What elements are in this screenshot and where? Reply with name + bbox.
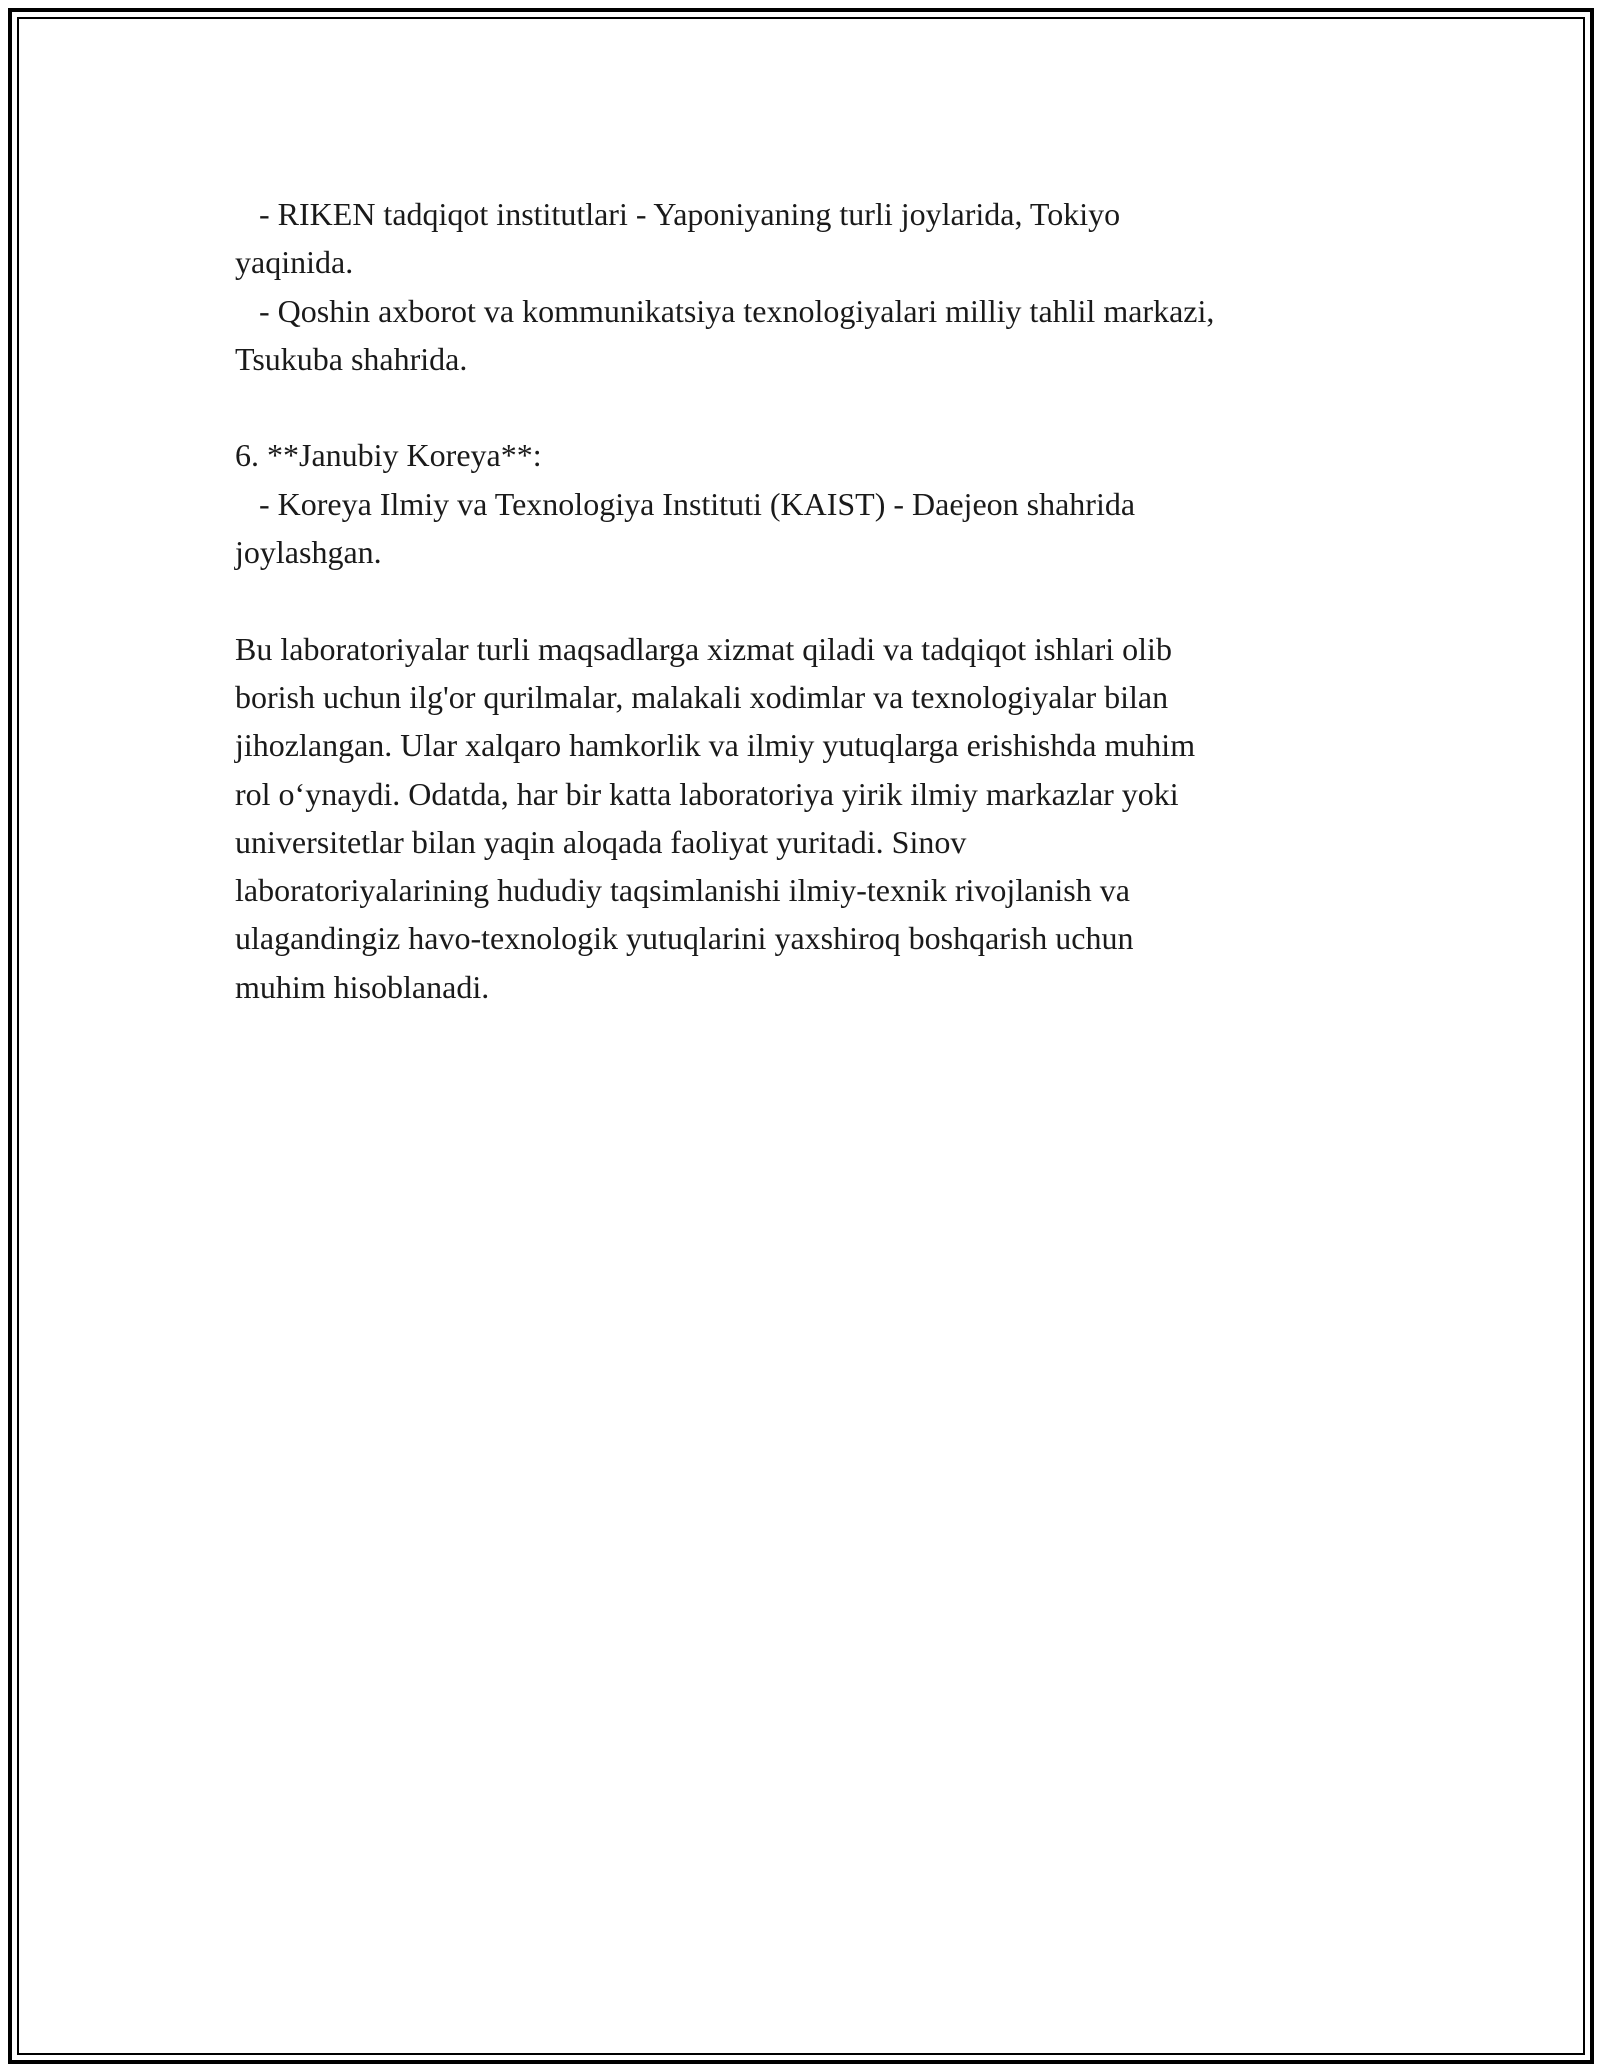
list-item-riken: - RIKEN tadqiqot institutlari - Yaponiyaning turli joylarida, Tokiyo	[235, 196, 1121, 232]
conclusion-paragraph	[235, 625, 1375, 1011]
paragraph-spacer	[235, 576, 1375, 624]
section-heading-south-korea: 6. **Janubiy Koreya**:	[235, 437, 542, 474]
paragraph-line: Bu laboratoriyalar turli maqsadlarga xizmat qiladi va tadqiqot ishlari olib	[235, 630, 1172, 667]
list-item-kaist: - Koreya Ilmiy va Texnologiya Instituti (KAIST) - Daejeon shahrida	[235, 485, 1136, 522]
list-item-riken-continued: yaqinida.	[235, 244, 354, 281]
paragraph-line: jihozlangan. Ular xalqaro hamkorlik va ilmiy yutuqlarga erishishda muhim	[235, 727, 1196, 764]
paragraph-line: laboratoriyalarining hududiy taqsimlanishi ilmiy-texnik rivojlanish va	[235, 872, 1130, 909]
list-item-qoshin: - Qoshin axborot va kommunikatsiya texnologiyalari milliy tahlil markazi,	[235, 292, 1215, 329]
paragraph-spacer	[235, 383, 1375, 431]
paragraph-line: rol o‘ynaydi. Odatda, har bir katta laboratoriya yirik ilmiy markazlar yoki	[235, 775, 1179, 812]
paragraph-line: borish uchun ilg'or qurilmalar, malakali xodimlar va texnologiyalar bilan	[235, 678, 1169, 715]
list-item-qoshin-continued: Tsukuba shahrida.	[235, 340, 468, 377]
paragraph-line: universitetlar bilan yaqin aloqada faoliyat yuritadi. Sinov	[235, 823, 967, 860]
south-korea-section	[235, 431, 1375, 576]
japan-list-continuation	[235, 190, 1375, 383]
list-item-kaist-continued: joylashgan.	[235, 534, 382, 571]
document-body	[235, 190, 1375, 1011]
paragraph-line: muhim hisoblanadi.	[235, 968, 490, 1005]
paragraph-line: ulagandingiz havo-texnologik yutuqlarini yaxshiroq boshqarish uchun	[235, 920, 1134, 957]
